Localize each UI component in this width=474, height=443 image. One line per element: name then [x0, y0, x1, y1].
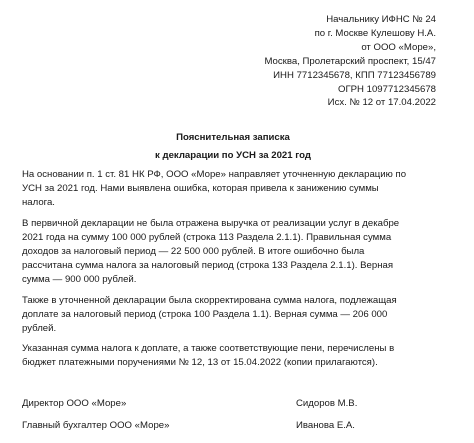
text-line: 2021 года на сумму 100 000 рублей (строка 113 Раздела 2.1.1). Правильная сумма	[22, 232, 392, 243]
paragraph-intro	[22, 168, 446, 210]
paragraph-tax-correction	[22, 294, 446, 336]
text-line: доплате за налоговый период (строка 100 Раздела 1.1). Верная сумма — 206 000	[22, 309, 388, 320]
text-line: налога.	[22, 197, 55, 208]
signatory-name: Иванова Е.А.	[296, 420, 355, 431]
addressee-line: по г. Москве Кулешову Н.А.	[314, 27, 436, 39]
text-line: бюджет платежными поручениями № 12, 13 от 15.04.2022 (копии прилагаются).	[22, 357, 378, 368]
text-line: На основании п. 1 ст. 81 НК РФ, ООО «Море» направляет уточненную декларацию по	[22, 169, 407, 180]
document-title: Пояснительная записка	[176, 132, 290, 143]
text-line: Указанная сумма налога к доплате, а также соответствующие пени, перечислены в	[22, 343, 395, 354]
addressee-block	[264, 13, 436, 110]
signatory-position: Директор ООО «Море»	[22, 398, 127, 409]
text-line: доходов за налоговый период — 22 500 000 рублей. В итоге ошибочно была	[22, 246, 365, 257]
addressee-line: Начальнику ИФНС № 24	[326, 14, 436, 25]
text-line: В первичной декларации не была отражена выручка от реализации услуг в декабре	[22, 218, 400, 229]
text-line: рублей.	[22, 323, 57, 334]
document-subtitle: к декларации по УСН за 2021 год	[155, 150, 311, 161]
sender-line: от ООО «Море»,	[361, 41, 436, 53]
sender-ogrn: ОГРН 1097712345678	[337, 83, 436, 95]
signatory-name: Сидоров М.В.	[296, 398, 358, 409]
signatory-position: Главный бухгалтер ООО «Море»	[22, 420, 170, 431]
text-line: Также в уточненной декларации была скорректирована сумма налога, подлежащая	[22, 295, 397, 306]
sender-inn-kpp: ИНН 7712345678, КПП 77123456789	[273, 69, 436, 81]
paragraph-payment	[22, 342, 446, 370]
paragraph-revenue-error	[22, 217, 446, 287]
text-line: сумма — 900 000 рублей.	[22, 274, 137, 285]
text-line: УСН за 2021 год. Нами выявлена ошибка, которая привела к занижению суммы	[22, 183, 379, 194]
text-line: рассчитана сумма налога за налоговый период (строка 133 Раздела 2.1.1). Верная	[22, 260, 394, 271]
sender-address: Москва, Пролетарский проспект, 15/47	[264, 55, 436, 67]
outgoing-number: Исх. № 12 от 17.04.2022	[327, 97, 436, 109]
